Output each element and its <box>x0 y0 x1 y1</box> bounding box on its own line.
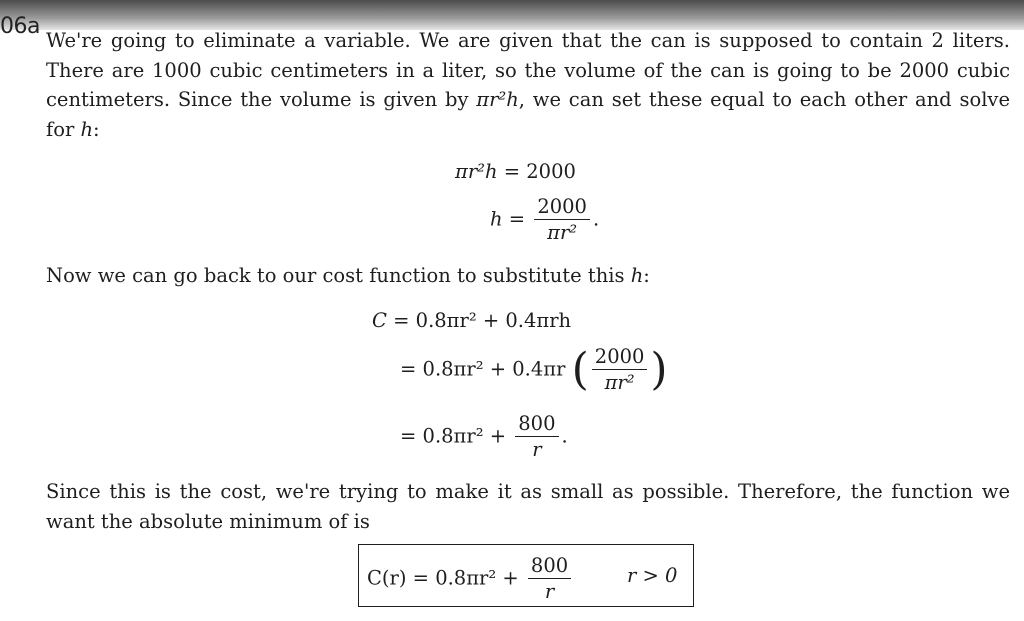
boxed-domain: r > 0 <box>627 564 678 587</box>
boxed-lhs: C(r) = 0.8πr² + <box>367 566 519 590</box>
cost-equation-line2: = 0.8πr² + 0.4πr ( $\frac{2000}{\text{πr²}}$ ) <box>400 344 668 395</box>
solve-variable: h <box>80 117 94 141</box>
cost-equation-line3: = 0.8πr² + $\frac{800}{r}$ . <box>400 412 568 461</box>
height-equation: h = $\frac{2000}{\text{πr²}}$ . <box>490 195 600 244</box>
corner-label: 06a <box>0 14 40 39</box>
height-fraction: $\frac{2000}{\text{πr²}}$ <box>534 196 590 244</box>
simplified-fraction: $\frac{800}{r}$ <box>515 413 558 461</box>
conclusion-paragraph: Since this is the cost, we're trying to make it as small as possible. Therefore, the function we want the absolute minimum of is <box>46 480 1010 533</box>
boxed-fraction: $\frac{800}{r}$ <box>528 555 571 603</box>
boxed-cost-function <box>358 544 694 607</box>
volume-equation: πr²h = 2000 <box>455 160 576 183</box>
cost-equation-line1: C = 0.8πr² + 0.4πrh <box>372 309 572 332</box>
intro-paragraph: We're going to eliminate a variable. We are given that the can is supposed to contain 2 liters. There are 1000 cubic centimeters in a liter, so the volume of the can is going to be 2000 cubic centimeters. Since the volume is given by πr²h, we can set these equal to each other and solve for h: <box>46 29 1010 141</box>
volume-formula: πr²h <box>476 88 519 111</box>
substitution-paragraph: Now we can go back to our cost function to substitute this h: <box>46 264 650 287</box>
substituted-fraction: $\frac{2000}{\text{πr²}}$ <box>592 346 648 394</box>
